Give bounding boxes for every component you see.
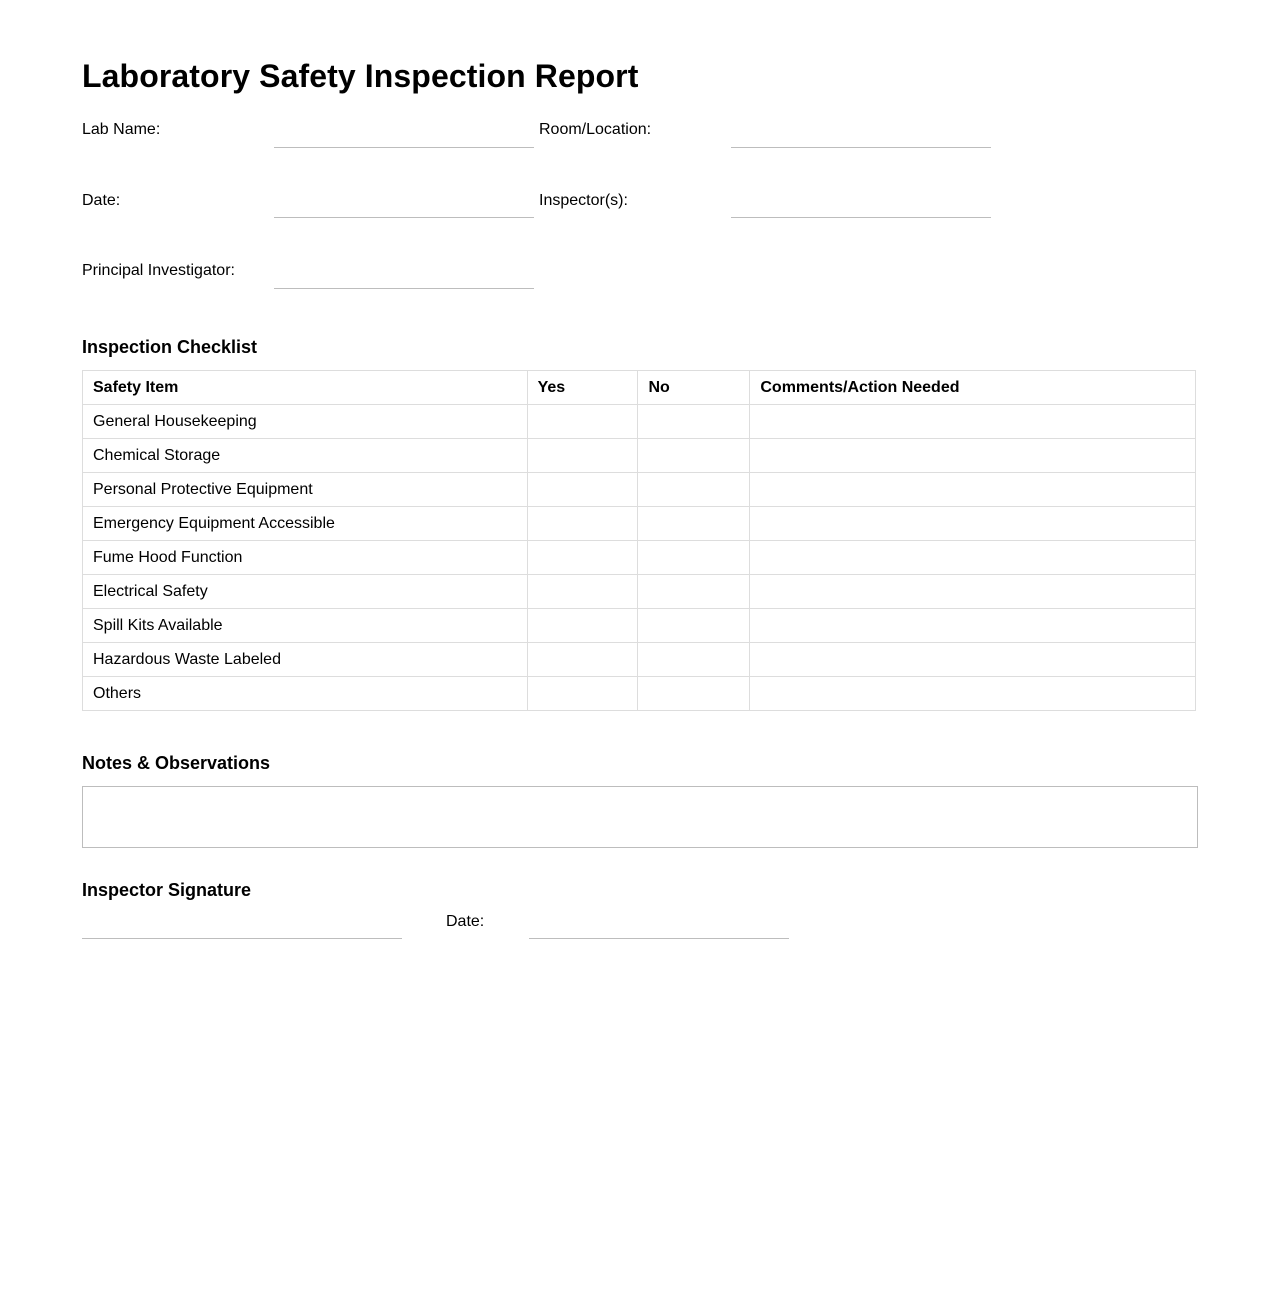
no-cell[interactable] [638,643,750,677]
comments-cell[interactable] [750,507,1196,541]
signature-title: Inspector Signature [82,880,252,900]
yes-cell[interactable] [527,507,638,541]
yes-cell[interactable] [527,677,638,711]
table-row [83,575,1196,609]
comments-cell[interactable] [750,677,1196,711]
principal-investigator-label: Principal Investigator: [82,262,235,279]
safety-item-cell: Chemical Storage [83,439,528,473]
yes-cell[interactable] [527,575,638,609]
yes-cell[interactable] [527,473,638,507]
no-cell[interactable] [638,609,750,643]
comments-cell[interactable] [750,473,1196,507]
no-cell[interactable] [638,405,750,439]
safety-item-cell: Emergency Equipment Accessible [83,507,528,541]
table-row [83,405,1196,439]
page-title: Laboratory Safety Inspection Report [82,58,639,94]
table-row [83,507,1196,541]
inspectors-label: Inspector(s): [539,192,628,209]
principal-investigator-field[interactable] [274,288,534,289]
yes-cell[interactable] [527,541,638,575]
yes-cell[interactable] [527,405,638,439]
comments-cell[interactable] [750,643,1196,677]
no-cell[interactable] [638,507,750,541]
room-location-field[interactable] [731,147,991,148]
checklist-title: Inspection Checklist [82,337,258,357]
table-row [83,541,1196,575]
comments-cell[interactable] [750,575,1196,609]
comments-cell[interactable] [750,405,1196,439]
safety-item-cell: Others [83,677,528,711]
table-header-row [83,371,1196,405]
inspection-checklist-table [82,370,1196,711]
date-field[interactable] [274,217,534,218]
safety-item-cell: Personal Protective Equipment [83,473,528,507]
safety-item-cell: Fume Hood Function [83,541,528,575]
lab-name-label: Lab Name: [82,121,161,138]
table-row [83,643,1196,677]
notes-title: Notes & Observations [82,753,271,773]
column-header-yes: Yes [527,371,638,405]
table-row [83,439,1196,473]
signature-date-label: Date: [446,913,485,930]
column-header-comments: Comments/Action Needed [750,371,1196,405]
column-header-safety-item: Safety Item [83,371,528,405]
signature-field[interactable] [82,938,402,939]
safety-item-cell: Electrical Safety [83,575,528,609]
inspectors-field[interactable] [731,217,991,218]
room-location-label: Room/Location: [539,121,652,138]
no-cell[interactable] [638,677,750,711]
date-label: Date: [82,192,121,209]
column-header-no: No [638,371,750,405]
table-row [83,473,1196,507]
comments-cell[interactable] [750,609,1196,643]
no-cell[interactable] [638,541,750,575]
safety-item-cell: Spill Kits Available [83,609,528,643]
no-cell[interactable] [638,575,750,609]
no-cell[interactable] [638,473,750,507]
comments-cell[interactable] [750,541,1196,575]
no-cell[interactable] [638,439,750,473]
comments-cell[interactable] [750,439,1196,473]
notes-textarea[interactable] [82,786,1198,848]
safety-item-cell: Hazardous Waste Labeled [83,643,528,677]
table-row [83,677,1196,711]
yes-cell[interactable] [527,609,638,643]
yes-cell[interactable] [527,643,638,677]
signature-date-field[interactable] [529,938,789,939]
safety-item-cell: General Housekeeping [83,405,528,439]
yes-cell[interactable] [527,439,638,473]
table-row [83,609,1196,643]
lab-name-field[interactable] [274,147,534,148]
